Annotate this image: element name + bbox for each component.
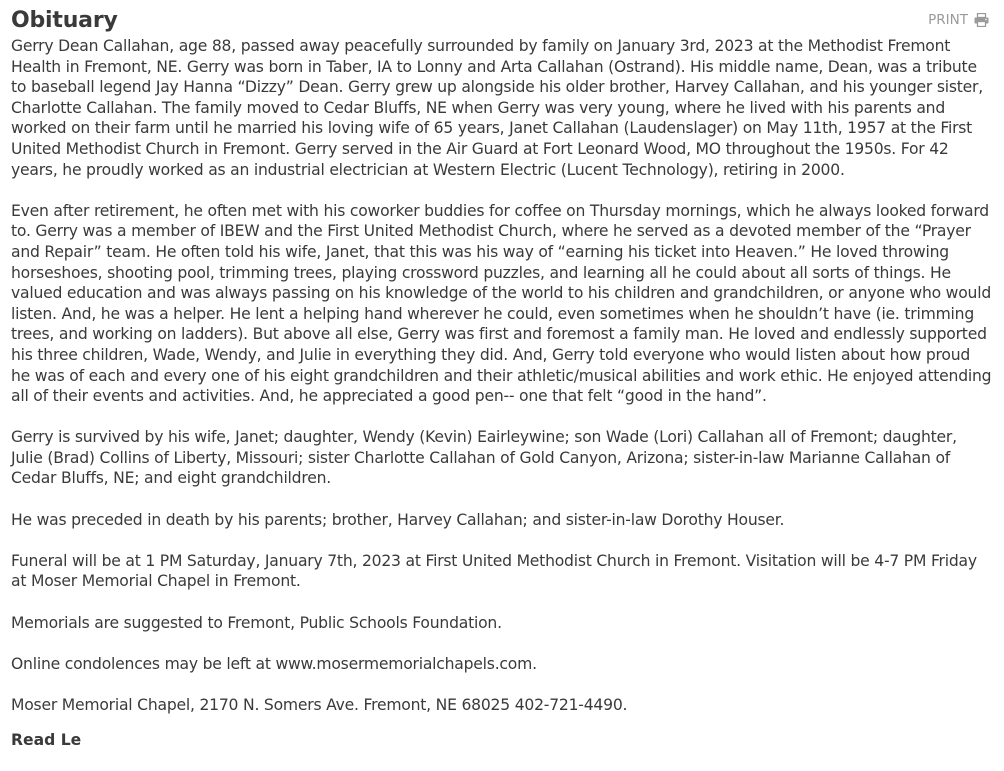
obituary-body <box>11 36 993 716</box>
print-label: PRINT <box>928 12 968 28</box>
obituary-paragraph-condolences: Online condolences may be left at www.mosermemorialchapels.com. <box>11 654 537 673</box>
next-section-heading-partial: Read Le <box>11 731 82 750</box>
print-button[interactable] <box>928 12 989 28</box>
obituary-paragraph-retirement: Even after retirement, he often met with his coworker buddies for coffee on Thursday mornings, which he always looked forward to. Gerry was a member of IBEW and the First United Methodist Church, where he served as a devoted member of the “Prayer and Repair” team. He often told his wife, Janet, that this was his way of “earning his ticket into Heaven.” He loved throwing horseshoes, shooting pool, trimming trees, playing crossword puzzles, and learning all he could about all sorts of things. He valued education and was always passing on his knowledge of the world to his children and grandchildren, or anyone who would listen. And, he was a helper. He lent a helping hand wherever he could, even sometimes when he shouldn’t have (ie. trimming trees, and working on ladders). But above all else, Gerry was first and foremost a family man. He loved and endlessly supported his three children, Wade, Wendy, and Julie in everything they did. And, Gerry told everyone who would listen about how proud he was of each and every one of his eight grandchildren and their athletic/musical abilities and work ethic. He enjoyed attending all of their events and activities. And, he appreciated a good pen-- one that felt “good in the hand”. <box>11 201 992 406</box>
obituary-paragraph-chapel-address: Moser Memorial Chapel, 2170 N. Somers Ave. Fremont, NE 68025 402-721-4490. <box>11 696 628 714</box>
obituary-paragraph-preceded: He was preceded in death by his parents; brother, Harvey Callahan; and sister-in-law Dorothy Houser. <box>11 510 785 529</box>
obituary-section <box>11 6 993 750</box>
printer-icon <box>974 13 989 27</box>
obituary-title: Obituary <box>11 8 118 33</box>
obituary-paragraph-funeral: Funeral will be at 1 PM Saturday, January 7th, 2023 at First United Methodist Church in Fremont. Visitation will be 4-7 PM Friday at Moser Memorial Chapel in Fremont. <box>11 551 977 591</box>
obituary-paragraph-survivors: Gerry is survived by his wife, Janet; daughter, Wendy (Kevin) Eairleywine; son Wade (Lori) Callahan all of Fremont; daughter, Julie (Brad) Collins of Liberty, Missouri; sister Charlotte Callahan of Gold Canyon, Arizona; sister-in-law Marianne Callahan of Cedar Bluffs, NE; and eight grandchildren. <box>11 428 957 488</box>
obituary-paragraph-life: Gerry Dean Callahan, age 88, passed away peacefully surrounded by family on January 3rd, 2023 at the Methodist Fremont Health in Fremont, NE. Gerry was born in Taber, IA to Lonny and Arta Callahan (Ostrand). His middle name, Dean, was a tribute to baseball legend Jay Hanna “Dizzy” Dean. Gerry grew up alongside his older brother, Harvey Callahan, and his younger sister, Charlotte Callahan. The family moved to Cedar Bluffs, NE when Gerry was very young, where he lived with his parents and worked on their farm until he married his loving wife of 65 years, Janet Callahan (Laudenslager) on May 11th, 1957 at the First United Methodist Church in Fremont. Gerry served in the Air Guard at Fort Leonard Wood, MO throughout the 1950s. For 42 years, he proudly worked as an industrial electrician at Western Electric (Lucent Technology), retiring in 2000. <box>11 37 983 179</box>
obituary-paragraph-memorials: Memorials are suggested to Fremont, Public Schools Foundation. <box>11 613 502 632</box>
